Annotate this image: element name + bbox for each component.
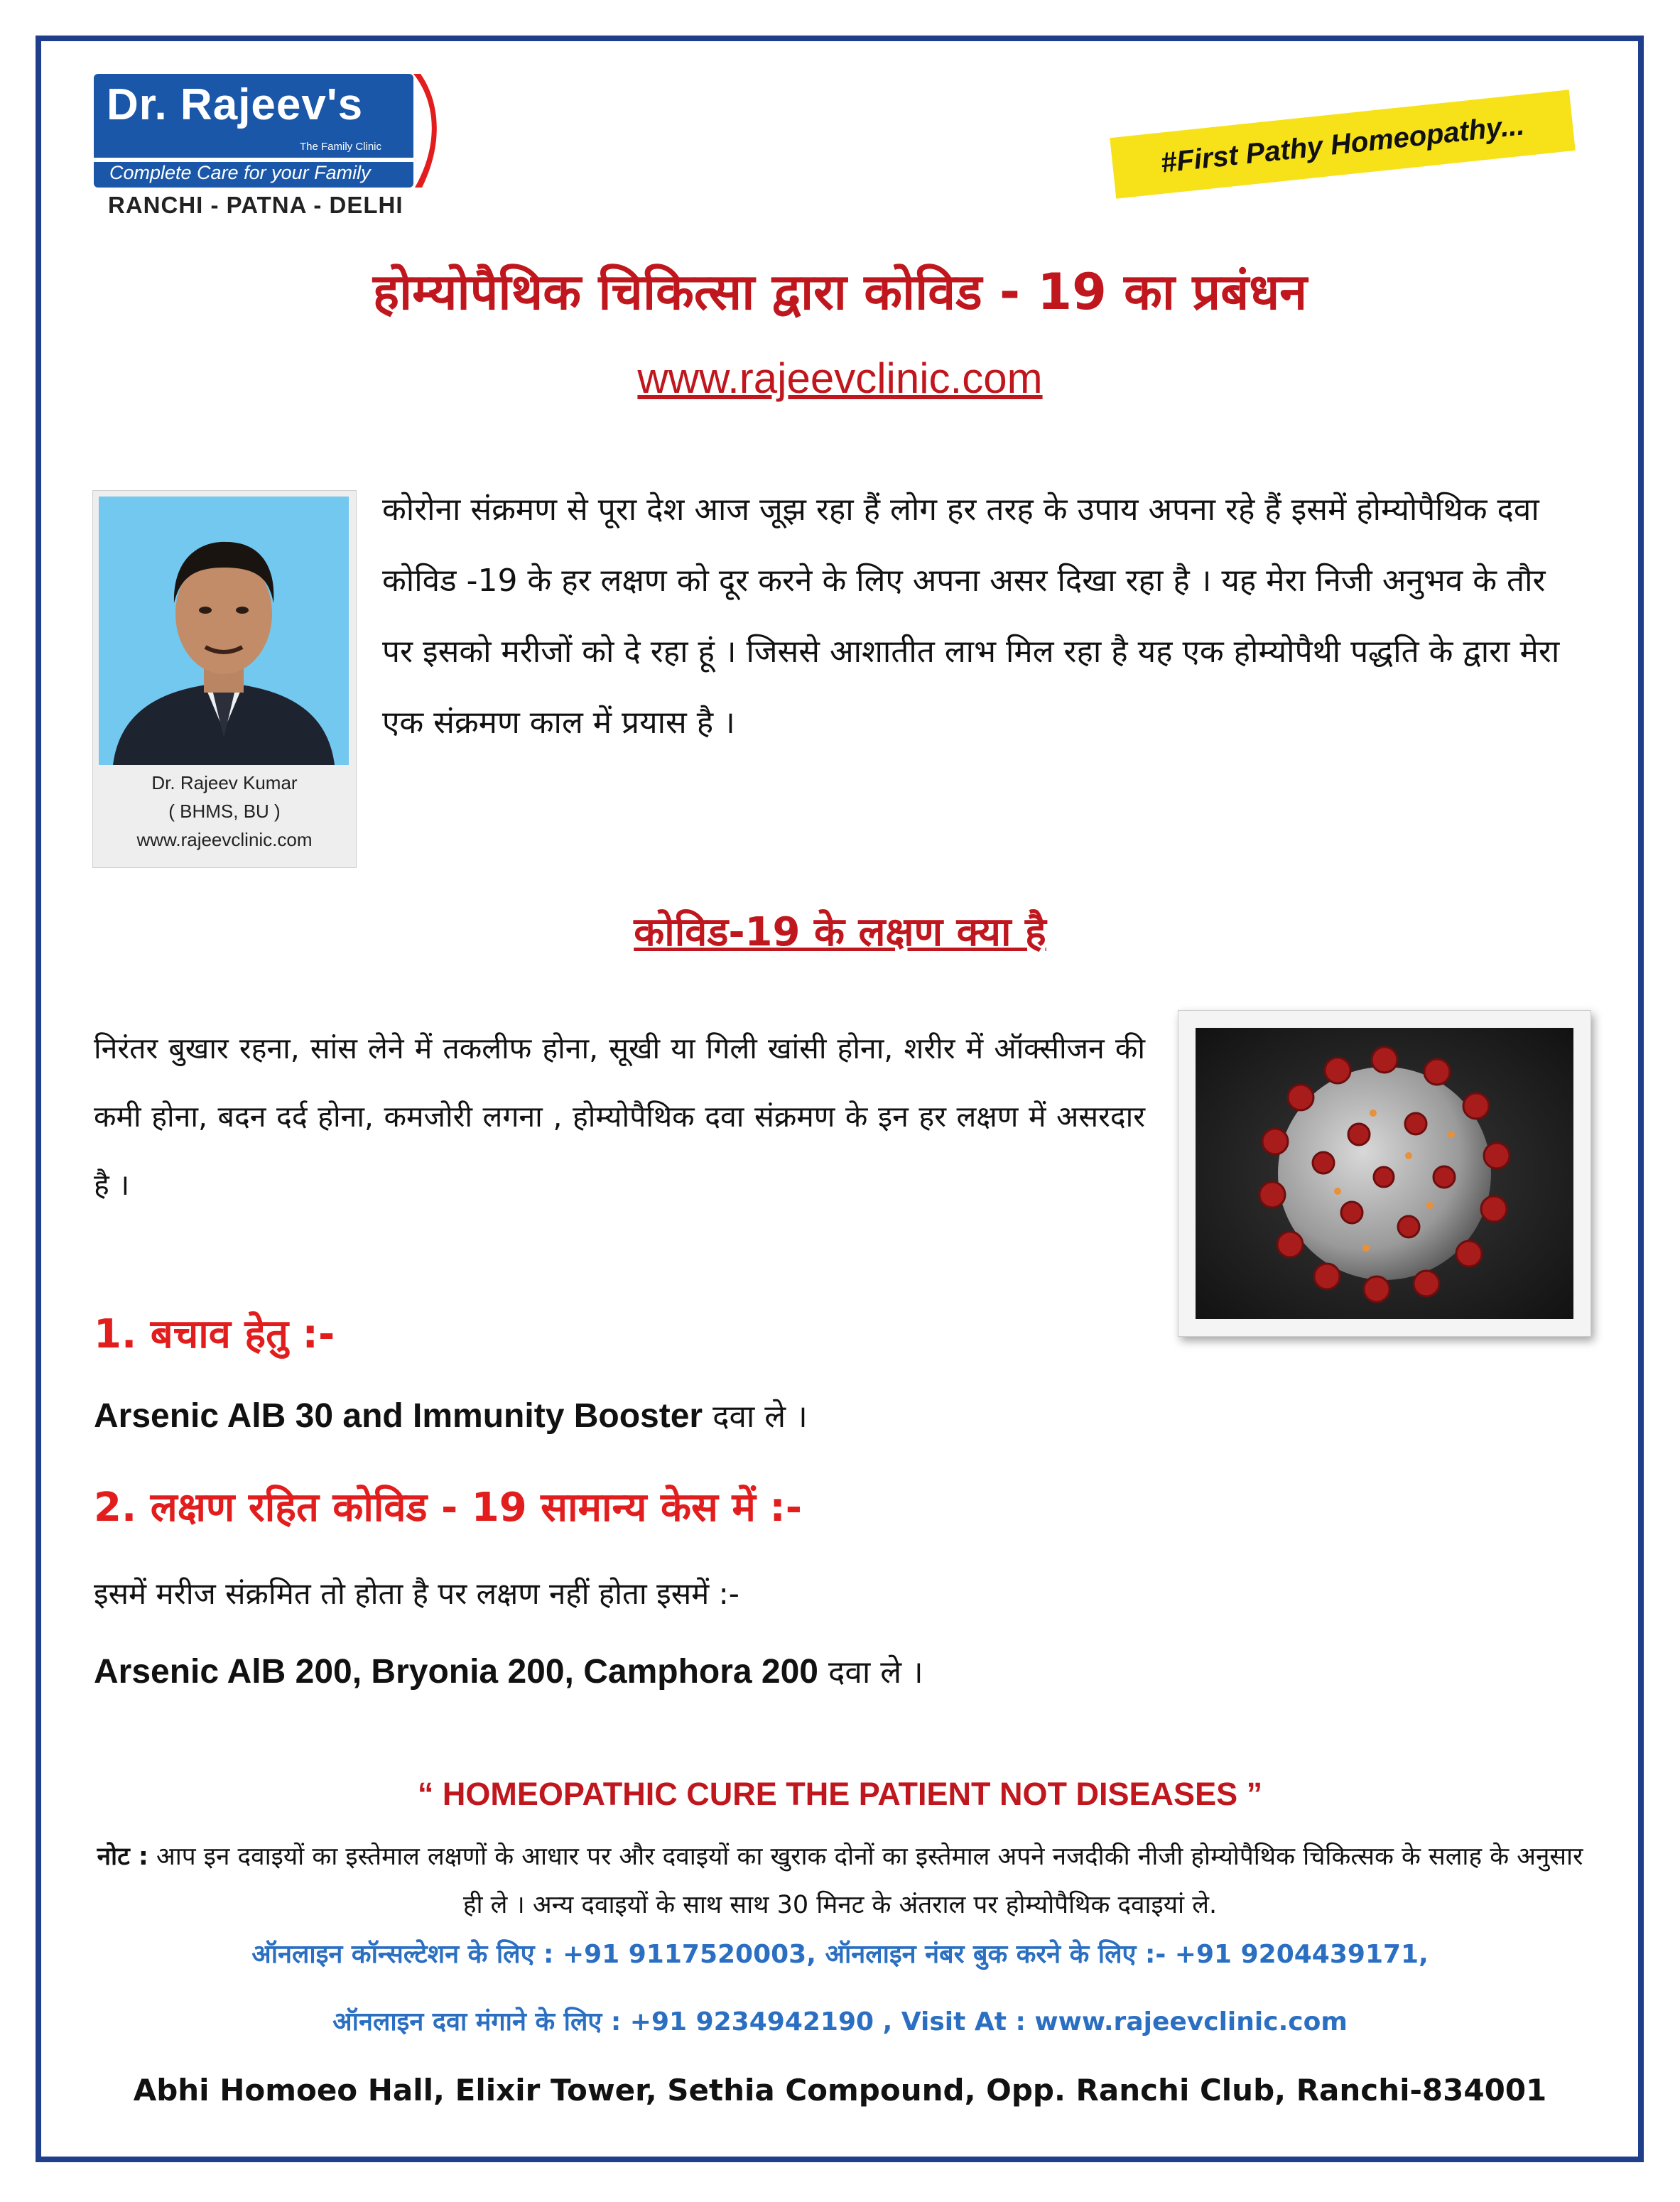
first-pathy-badge: #First Pathy Homeopathy... (1110, 90, 1575, 198)
section2-medicine-name: Arsenic AlB 200, Bryonia 200, Camphora 200 (94, 1653, 818, 1691)
online-consultation-contact: ऑनलाइन कॉन्सल्टेशन के लिए : +91 9117520003, ऑनलाइन नंबर बुक करने के लिए :- +91 9204439171, (251, 1940, 1429, 1969)
note-text: आप इन दवाइयों का इस्तेमाल लक्षणों के आधार पर और दवाइयों का खुराक दोनों का इस्तेमाल अपने नजदीकी नीजी होम्योपैथिक चिकित्सक के सलाह के अनुसार ही ले । अन्य दवाइयों के साथ साथ 30 मिनट के अंतराल पर होम्योपैथिक दवाइयां ले. (148, 1843, 1583, 1919)
section1-medicine-name: Arsenic AlB 30 and Immunity Booster (94, 1397, 703, 1435)
page-title: होम्योपैथिक चिकित्सा द्वारा कोविड - 19 का प्रबंधन (372, 263, 1308, 321)
section1-medicine-suffix: दवा ले । (703, 1399, 808, 1435)
symptoms-heading (43, 904, 1637, 958)
logo-subtitle: The Family Clinic (300, 141, 382, 153)
symptoms-heading-text: कोविड-19 के लक्षण क्या है (634, 909, 1046, 955)
online-medicine-contact: ऑनलाइन दवा मंगाने के लिए : +91 9234942190 , Visit At : www.rajeevclinic.com (332, 2007, 1348, 2036)
section2-medicine-suffix: दवा ले । (818, 1654, 923, 1691)
coronavirus-image (1196, 1028, 1573, 1319)
note-label: नोट : (97, 1843, 148, 1871)
logo-name: Dr. Rajeev's (107, 80, 364, 129)
website-link[interactable] (43, 354, 1637, 403)
coronavirus-image-frame (1178, 1010, 1591, 1337)
logo-cities: RANCHI - PATNA - DELHI (108, 192, 403, 218)
logo-swoosh-icon (412, 74, 440, 188)
clinic-logo (94, 74, 449, 216)
website-link-text[interactable]: www.rajeevclinic.com (637, 354, 1043, 402)
doctor-photo (99, 497, 349, 765)
section2-medicine (94, 1649, 923, 1692)
coronavirus-icon (1196, 1028, 1573, 1319)
section2-heading: 2. लक्षण रहित कोविड - 19 सामान्य केस में :- (94, 1485, 802, 1531)
doctor-photo-card (92, 490, 357, 868)
clinic-address: Abhi Homoeo Hall, Elixir Tower, Sethia Compound, Opp. Ranchi Club, Ranchi-834001 (133, 2073, 1547, 2108)
symptoms-paragraph: निरंतर बुखार रहना, सांस लेने में तकलीफ होना, सूखी या गिली खांसी होना, शरीर में ऑक्सीजन की कमी होना, बदन दर्द होना, कमजोरी लगना , होम्योपैथिक दवा संक्रमण के इन हर लक्षण में असरदार है । (94, 1031, 1145, 1202)
homeopathy-quote: “ HOMEOPATHIC CURE THE PATIENT NOT DISEASES ” (417, 1776, 1263, 1812)
intro-paragraph: कोरोना संक्रमण से पूरा देश आज जूझ रहा हैं लोग हर तरह के उपाय अपना रहे हैं इसमें होम्योपैथिक दवा कोविड -19 के हर लक्षण को दूर करने के लिए अपना असर दिखा रहा है । यह मेरा निजी अनुभव के तौर पर इसको मरीजों को दे रहा हूं । जिससे आशातीत लाभ मिल रहा है यह एक होम्योपैथी पद्धति के द्वारा मेरा एक संक्रमण काल में प्रयास है । (382, 492, 1560, 741)
doctor-website: www.rajeevclinic.com (136, 829, 313, 850)
doctor-name: Dr. Rajeev Kumar (151, 772, 298, 793)
section1-heading: 1. बचाव हेतु :- (94, 1311, 335, 1357)
note-paragraph (92, 1833, 1588, 1929)
doctor-portrait-icon (99, 497, 349, 765)
section2-description: इसमें मरीज संक्रमित तो होता है पर लक्षण नहीं होता इसमें :- (94, 1576, 739, 1611)
doctor-degree: ( BHMS, BU ) (168, 801, 281, 822)
section1-medicine (94, 1394, 808, 1436)
logo-tagline: Complete Care for your Family (109, 162, 371, 183)
